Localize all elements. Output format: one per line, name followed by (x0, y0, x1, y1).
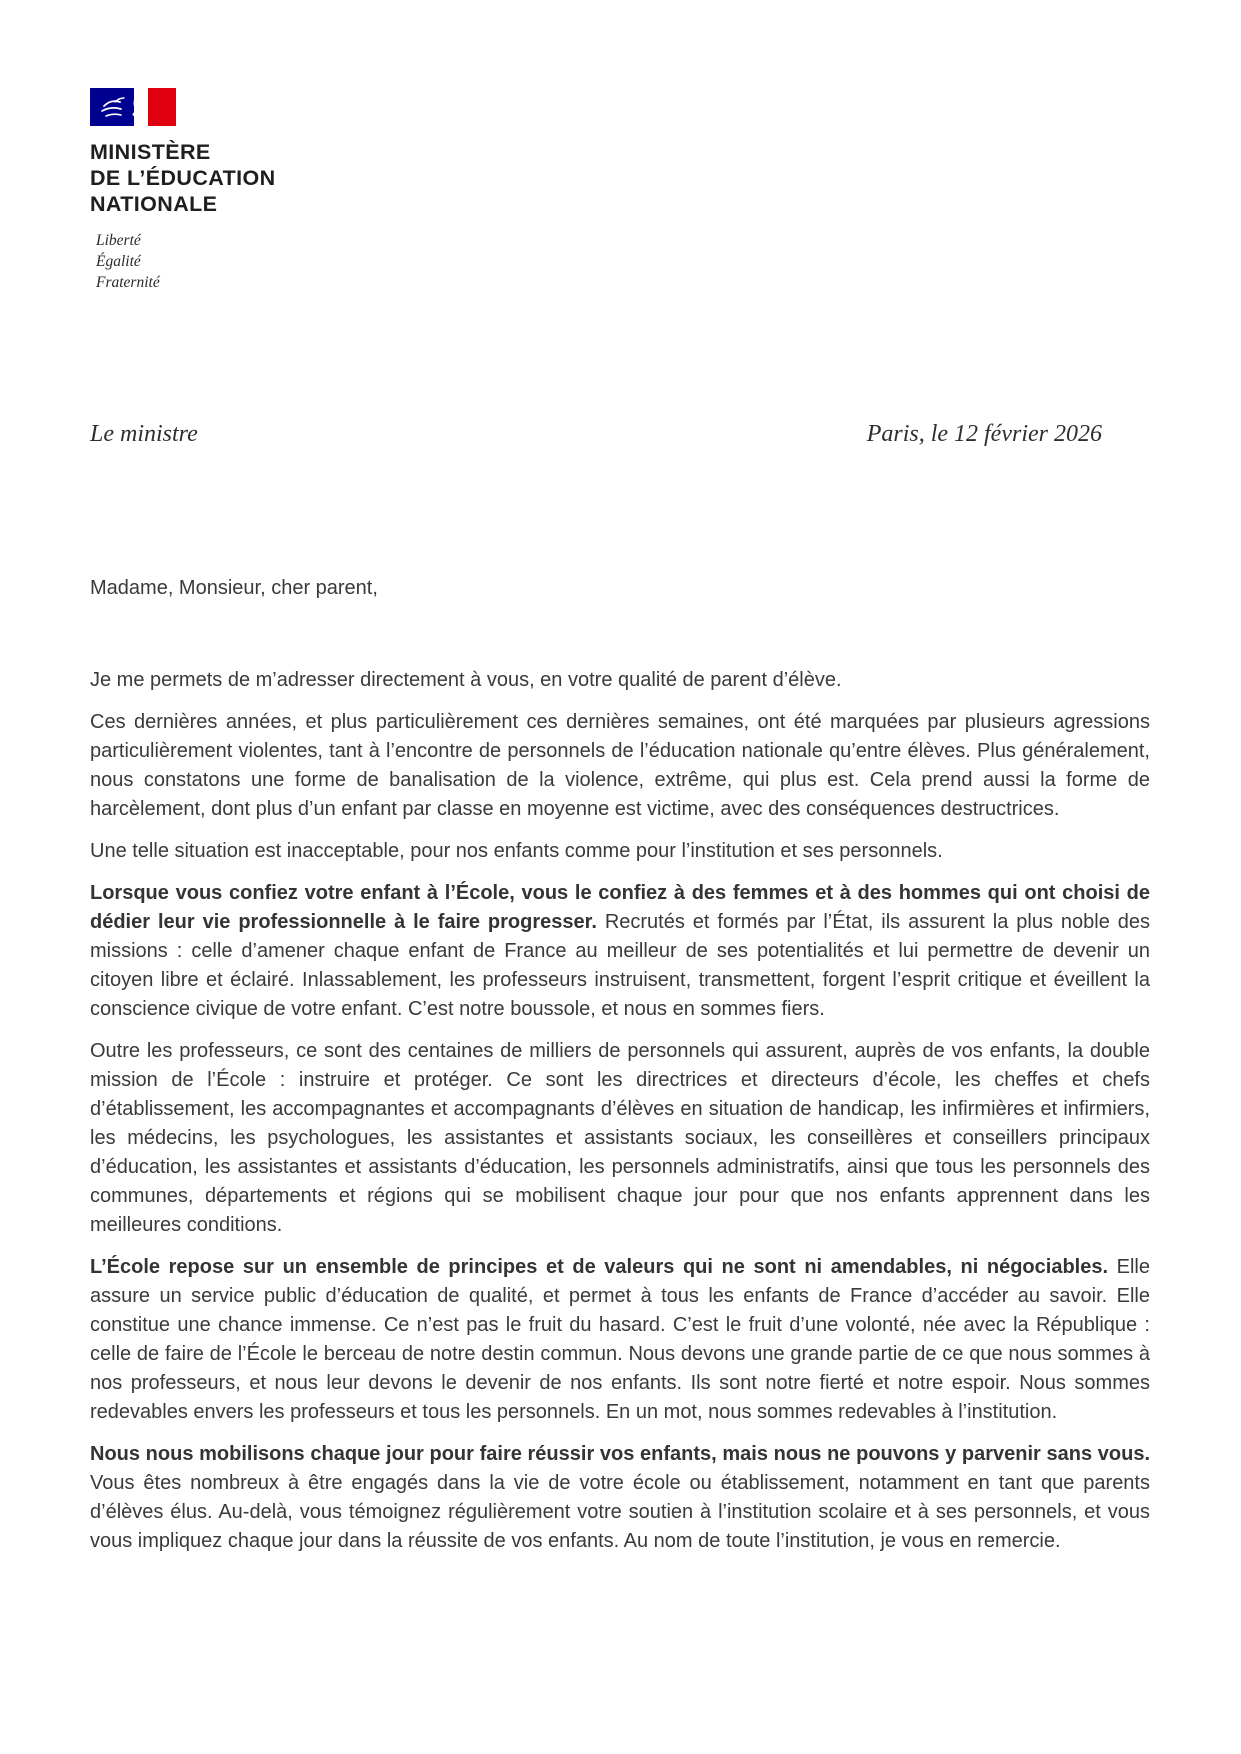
paragraph-text: Vous êtes nombreux à être engagés dans la vie de votre école ou établissement, notamment en tant que parents d’élèves élus. Au-delà, vous témoignez régulièrement votre soutien à l’institution scolaire et à ses personnels, et vous vous impliquez chaque jour dans la réussite de vos enfants. Au nom de toute l’institution, je vous en remercie. (90, 1472, 1150, 1552)
salutation: Madame, Monsieur, cher parent, (90, 577, 378, 599)
ministry-name-line: NATIONALE (90, 192, 218, 216)
paragraph-text: Elle assure un service public d’éducation de qualité, et permet à tous les enfants de France d’accéder au savoir. Elle constitue une chance immense. Ce n’est pas le fruit du hasard. C’est le fruit d’une volonté, née avec la République : celle de faire de l’École le berceau de notre destin commun. Nous devons une grande partie de ce que nous sommes à nos professeurs, et nous leur devons le devenir de nos enfants. Ils sont notre fierté et notre espoir. Nous sommes redevables envers les professeurs et tous les personnels. En un mot, nous sommes redevables à l’institution. (90, 1256, 1150, 1423)
letter-paragraph (90, 708, 1150, 824)
letter-paragraph (90, 879, 1150, 1024)
paragraph-text: Ces dernières années, et plus particulièrement ces dernières semaines, ont été marquées par plusieurs agressions particulièrement violentes, tant à l’encontre de personnels de l’éducation nationale qu’entre élèves. Plus généralement, nous constatons une forme de banalisation de la violence, extrême, qui plus est. Cela prend aussi la forme de harcèlement, dont plus d’un enfant par classe en moyenne est victime, avec des conséquences destructrices. (90, 711, 1150, 820)
paragraph-lead-bold: Nous nous mobilisons chaque jour pour faire réussir vos enfants, mais nous ne pouvons y parvenir sans vous. (90, 1443, 1150, 1465)
paragraph-lead-bold: Lorsque vous confiez votre enfant à l’École, vous le confiez à des femmes et à des hommes qui ont choisi de dédier leur vie professionnelle à le faire progresser. (90, 882, 1150, 933)
french-republic-flag-logo (90, 88, 176, 126)
letter-paragraph (90, 837, 1150, 866)
dateline-row (90, 421, 1150, 448)
ministry-name-line: MINISTÈRE (90, 140, 211, 164)
letter-date: Paris, le 12 février 2026 (866, 421, 1102, 447)
ministry-name-line: DE L’ÉDUCATION (90, 166, 276, 190)
paragraph-text: Recrutés et formés par l’État, ils assurent la plus noble des missions : celle d’amener chaque enfant de France au meilleur de ses potentialités et lui permettre de devenir un citoyen libre et éclairé. Inlassablement, les professeurs instruisent, transmettent, forgent l’esprit critique et éveillent la conscience civique de votre enfant. C’est notre boussole, et nous en sommes fiers. (90, 911, 1150, 1020)
paragraph-lead-bold: L’École repose sur un ensemble de principes et de valeurs qui ne sont ni amendables, ni négociables. (90, 1256, 1109, 1278)
letter-body (90, 666, 1150, 1556)
motto-line: Liberté (96, 232, 141, 249)
paragraph-text: Outre les professeurs, ce sont des centaines de milliers de personnels qui assurent, auprès de vos enfants, la double mission de l’École : instruire et protéger. Ce sont les directrices et directeurs d’école, les cheffes et chefs d’établissement, les accompagnantes et accompagnants d’élèves en situation de handicap, les infirmières et infirmiers, les médecins, les psychologues, les assistantes et assistants sociaux, les conseillères et conseillers principaux d’éducation, les assistantes et assistants d’éducation, les personnels administratifs, ainsi que tous les personnels des communes, départements et régions qui se mobilisent chaque jour pour que nos enfants apprennent dans les meilleures conditions. (90, 1040, 1150, 1236)
motto-line: Fraternité (96, 274, 160, 291)
ministry-name (90, 139, 1150, 217)
letter-paragraph (90, 1253, 1150, 1427)
sender-title: Le ministre (90, 421, 198, 447)
motto-line: Égalité (96, 253, 141, 270)
letter-paragraph (90, 1037, 1150, 1240)
letter-paragraph (90, 666, 1150, 695)
paragraph-text: Une telle situation est inacceptable, pour nos enfants comme pour l’institution et ses personnels. (90, 840, 943, 862)
letterhead (90, 88, 1150, 293)
letter-paragraph (90, 1440, 1150, 1556)
paragraph-text: Je me permets de m’adresser directement à vous, en votre qualité de parent d’élève. (90, 669, 842, 691)
republic-motto (96, 230, 1150, 293)
